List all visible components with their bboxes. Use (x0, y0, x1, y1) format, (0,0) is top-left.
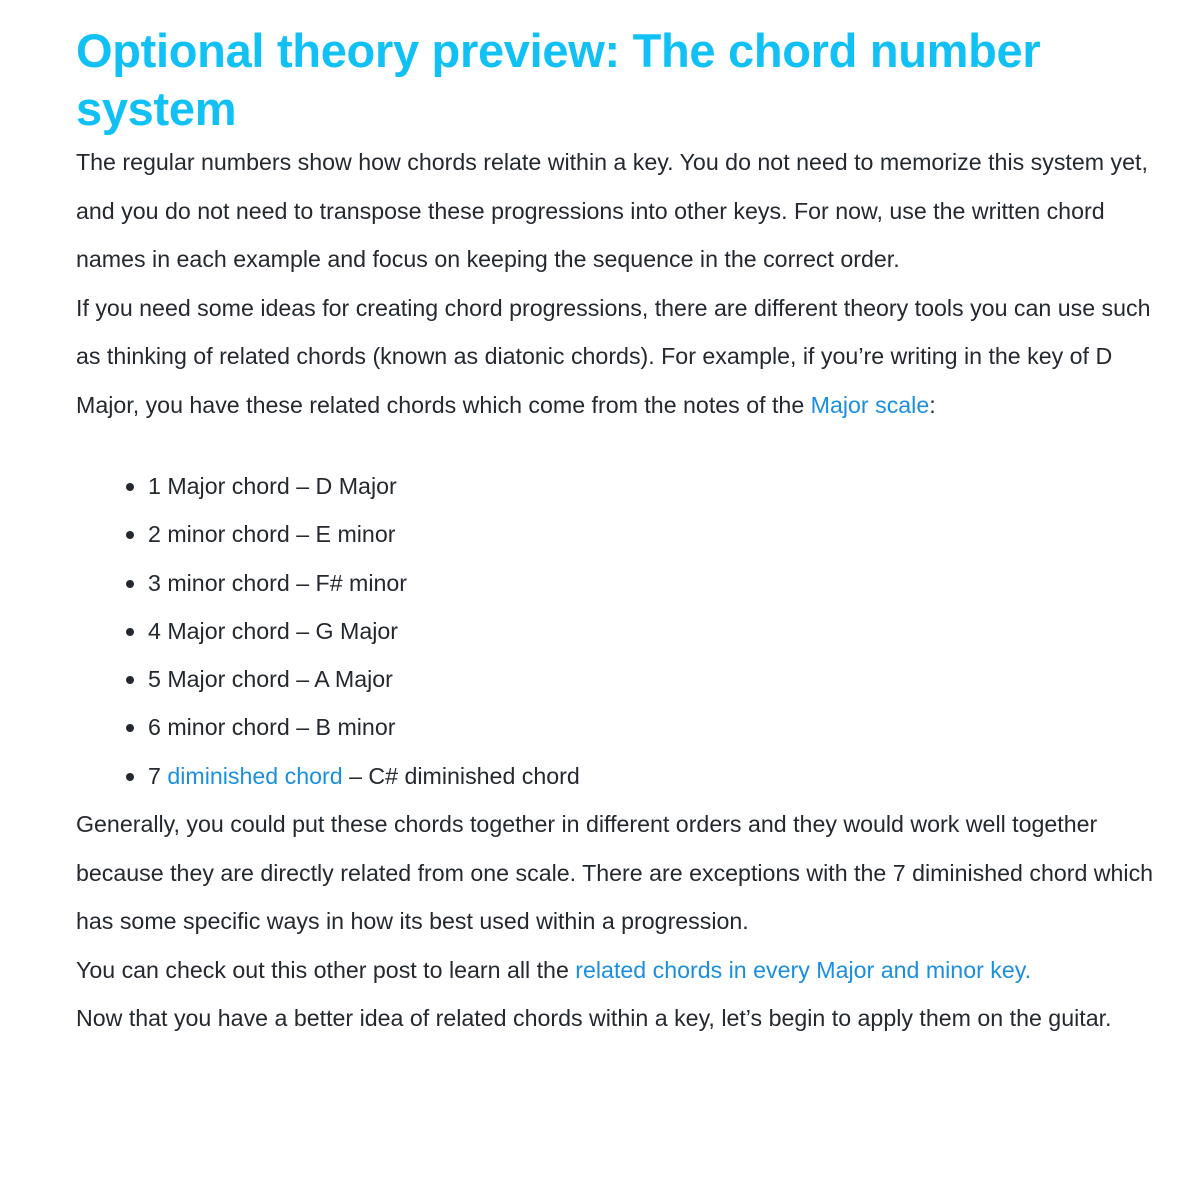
chord-item-text: 3 minor chord – F# minor (148, 569, 408, 596)
paragraph-related-chords-colon: : (929, 391, 936, 418)
bullet-icon (126, 628, 134, 636)
bullet-icon (126, 676, 134, 684)
chord-item-prefix: 7 (148, 762, 168, 789)
bullet-icon (126, 531, 134, 539)
list-item (148, 510, 1166, 558)
paragraph-related-chords-text: If you need some ideas for creating chord progressions, there are different theory tools you can use such as thinking of related chords (known as diatonic chords). For example, if you’re writing in the key of D Major, you have these related chords which come from the notes of the (76, 294, 1151, 418)
paragraph-chord-orders: Generally, you could put these chords together in different orders and they would work well together because they are directly related from one scale. There are exceptions with the 7 diminished chord which has some specific ways in how its best used within a progression. (76, 811, 1154, 935)
list-item (148, 462, 1166, 510)
bullet-icon (126, 483, 134, 491)
list-item (148, 752, 1166, 800)
paragraph-related-chords (76, 284, 1166, 430)
diatonic-chord-list (76, 462, 1166, 800)
list-item (148, 559, 1166, 607)
chord-item-text: 2 minor chord – E minor (148, 521, 396, 548)
bullet-icon (126, 724, 134, 732)
paragraph-apply-guitar: Now that you have a better idea of related chords within a key, let’s begin to apply them on the guitar. (76, 1005, 1112, 1032)
chord-item-text: 1 Major chord – D Major (148, 473, 397, 499)
major-scale-link[interactable]: Major scale (810, 391, 930, 418)
chord-item-suffix: – C# diminished chord (342, 762, 580, 789)
section-heading: Optional theory preview: The chord number system (76, 24, 1041, 135)
related-chords-link[interactable]: related chords in every Major and minor key. (575, 956, 1032, 983)
chord-item-text: 4 Major chord – G Major (148, 617, 399, 644)
list-item (148, 655, 1166, 703)
diminished-chord-link[interactable]: diminished chord (167, 762, 343, 789)
bullet-icon (126, 773, 134, 781)
list-item (148, 607, 1166, 655)
bullet-icon (126, 580, 134, 588)
paragraph-other-post (76, 946, 1166, 995)
article-content (76, 22, 1166, 1043)
chord-item-text: 5 Major chord – A Major (148, 666, 393, 693)
chord-item-text: 6 minor chord – B minor (148, 714, 396, 741)
list-item (148, 703, 1166, 751)
paragraph-chord-number-intro: The regular numbers show how chords relate within a key. You do not need to memorize this system yet, and you do not need to transpose these progressions into other keys. For now, use the written chord names in each example and focus on keeping the sequence in the correct order. (76, 149, 1148, 272)
paragraph-other-post-text: You can check out this other post to learn all the (76, 956, 576, 983)
